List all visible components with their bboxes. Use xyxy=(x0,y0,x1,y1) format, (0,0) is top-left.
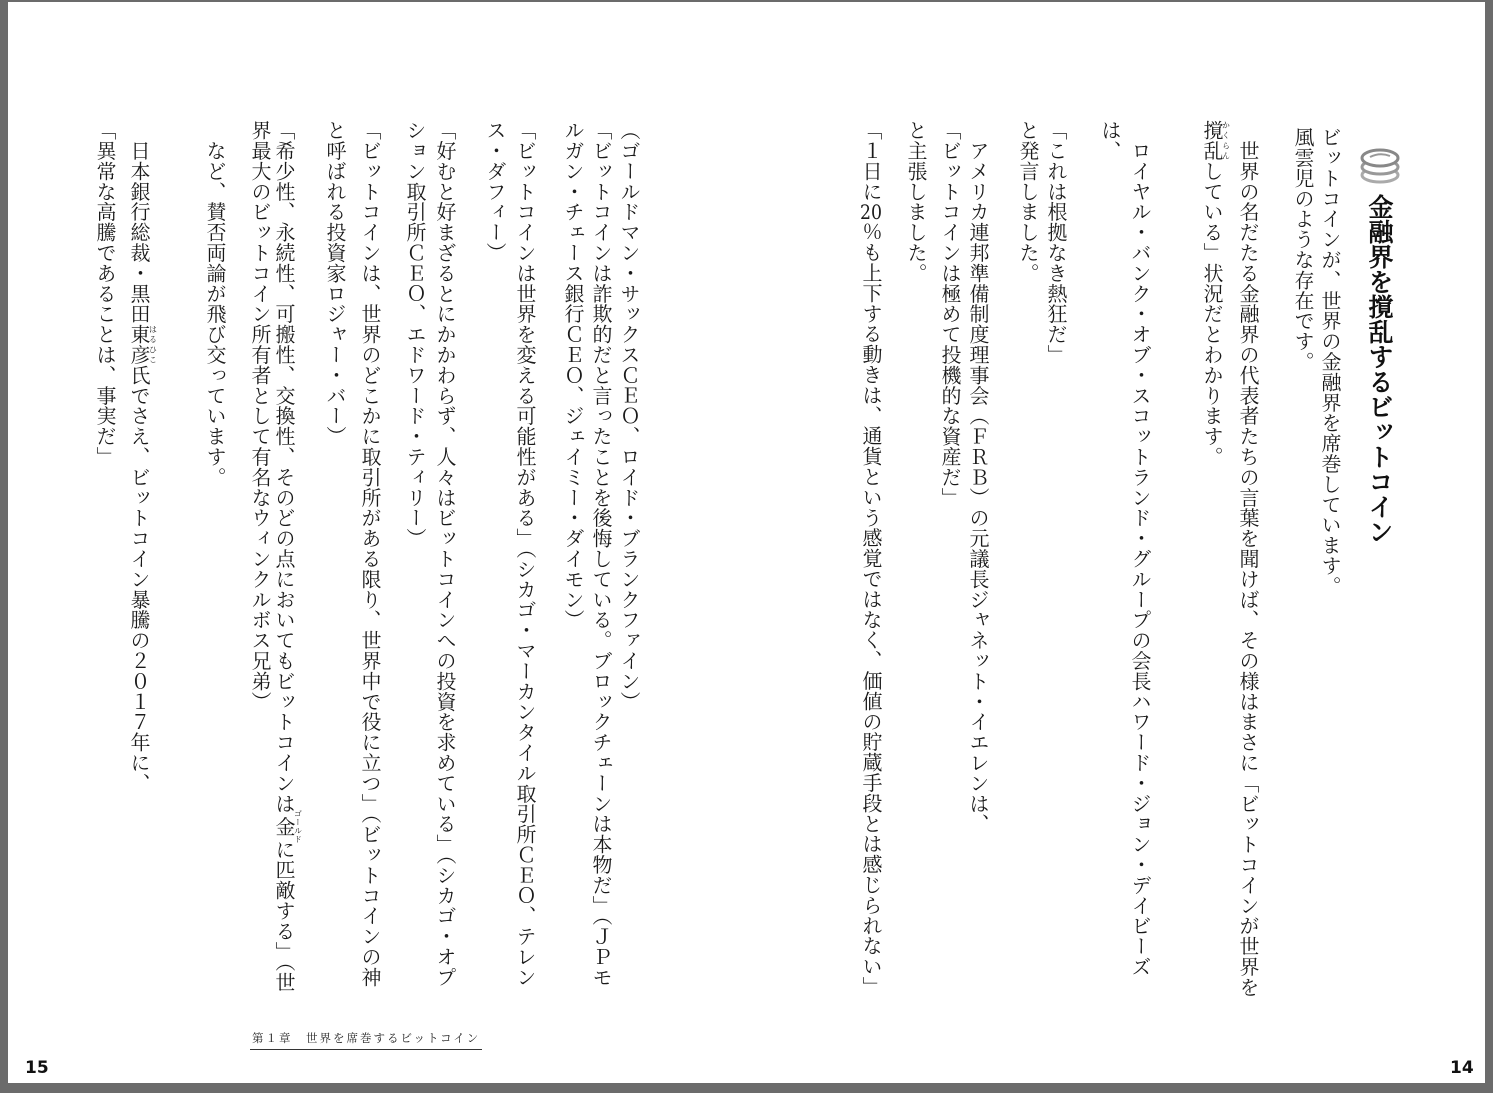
text-line: アメリカ連邦準備制度理事会（ＦＲＢ）の元議長ジャネット・イエレンは、 xyxy=(966,120,990,834)
quote-line: 「ビットコインは、世界のどこかに取引所がある限り、世界中で役に立つ」（ビットコインの神 xyxy=(358,120,382,988)
ruby-word: 金ゴールド xyxy=(272,809,303,844)
coin-stack-icon xyxy=(1358,142,1402,186)
quote-line: 「ビットコインは極めて投機的な資産だ」 xyxy=(938,120,962,508)
quote-line: 「希少性、永続性、可搬性、交換性、そのどの点においてもビットコインは金ゴールドに匹敵する」（世 xyxy=(272,120,303,993)
text-line: ション取引所ＣＥＯ、エドワード・ティリー） xyxy=(403,120,427,549)
text-line: と呼ばれる投資家ロジャー・バー） xyxy=(323,120,347,447)
text-line: 撹乱かくらんしている」状況だとわかります。 xyxy=(1200,120,1231,467)
text-line: は、 xyxy=(1098,120,1122,161)
section-heading: 金融界を撹乱するビットコイン xyxy=(1365,194,1394,544)
running-head: 第１章 世界を席巻するビットコイン xyxy=(250,1030,482,1050)
text-line: ルガン・チェース銀行ＣＥＯ、ジェイミー・ダイモン） xyxy=(561,120,585,630)
text-line: ス・ダフィー） xyxy=(483,120,507,263)
text-line: と発言しました。 xyxy=(1016,120,1040,284)
text-line: 界最大のビットコイン所有者として有名なウィンクルボス兄弟） xyxy=(248,120,272,712)
text-line: ビットコインが、世界の金融界を席巻しています。 xyxy=(1318,127,1342,597)
quote-line: 「異常な高騰であることは、事実だ」 xyxy=(93,120,117,467)
ruby-word: 撹乱かくらん xyxy=(1200,120,1231,161)
text-line: 日本銀行総裁・黒田東彦はるひこ氏でさえ、ビットコイン暴騰の２０１７年に、 xyxy=(127,120,158,794)
page-number-left: 15 xyxy=(25,1058,49,1078)
quote-line: 「１日に20％も上下する動きは、通貨という感覚ではなく、価値の貯蔵手段とは感じられない」 xyxy=(859,120,883,997)
text-line: （ゴールドマン・サックスＣＥＯ、ロイド・ブランクファイン） xyxy=(617,120,641,712)
text-line: 世界の名だたる金融界の代表者たちの言葉を聞けば、その様はまさに「ビットコインが世界を xyxy=(1236,120,1260,998)
text-line: ロイヤル・バンク・オブ・スコットランド・グループの会長ハワード・ジョン・デイビーズ xyxy=(1128,120,1152,977)
quote-line: 「ビットコインは詐欺的だと言ったことを後悔している。ブロックチェーンは本物だ」（ＪＰモ xyxy=(589,120,613,988)
text-line: と主張しました。 xyxy=(904,120,928,284)
text-line: など、賛否両論が飛び交っています。 xyxy=(203,120,227,488)
quote-line: 「好むと好まざるとにかかわらず、人々はビットコインへの投資を求めている」（シカゴ・オプ xyxy=(433,120,457,988)
page-number-right: 14 xyxy=(1450,1058,1474,1078)
text-line: 風雲児のような存在です。 xyxy=(1291,127,1315,372)
book-spread xyxy=(8,2,1485,1083)
ruby-word: 東彦はるひこ xyxy=(127,324,158,365)
quote-line: 「これは根拠なき熱狂だ」 xyxy=(1044,120,1068,365)
quote-line: 「ビットコインは世界を変える可能性がある」（シカゴ・マーカンタイル取引所ＣＥＯ、テレン xyxy=(513,120,537,988)
